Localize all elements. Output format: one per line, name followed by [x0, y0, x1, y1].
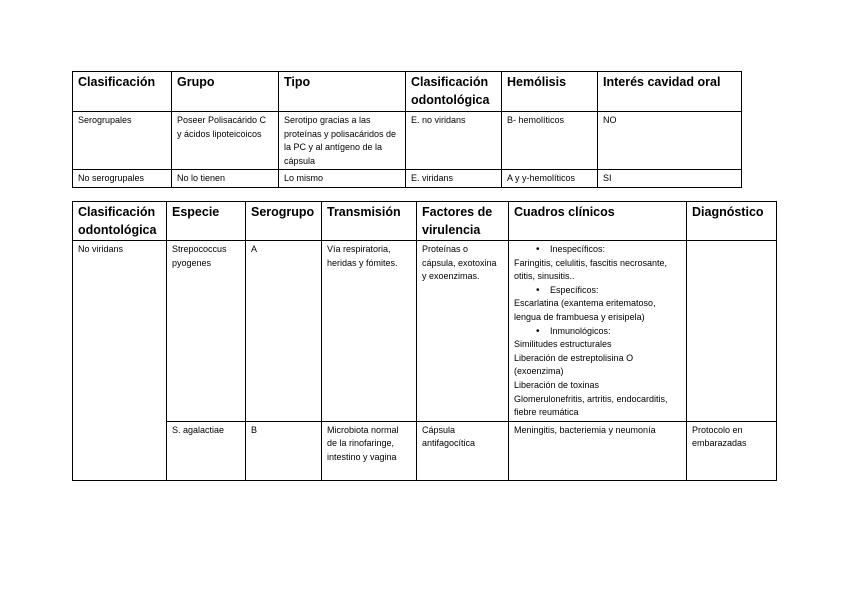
clinical-cell — [509, 241, 687, 422]
clinical-text: Faringitis, celulitis, fascitis necrosante, otitis, sinusitis.. — [514, 257, 668, 282]
bullet-heading: • Específicos: — [514, 284, 681, 298]
serogroup-cell: A — [246, 241, 322, 422]
classification-cell: No viridans — [73, 241, 167, 481]
table-cell: E. viridans — [406, 170, 502, 188]
header-cell: Interés cavidad oral — [598, 72, 742, 112]
transmission-cell: Vía respiratoria, heridas y fómites. — [322, 241, 417, 422]
species-cell: Strepococcus pyogenes — [167, 241, 246, 422]
bullet-heading: • Inespecíficos: — [514, 243, 681, 257]
table-row — [73, 170, 742, 188]
diagnosis-cell: Protocolo en embarazadas — [687, 421, 777, 480]
header-cell: Cuadros clínicos — [509, 202, 687, 241]
table-cell: Serotipo gracias a las proteínas y polisacáridos de la PC y al antígeno de la cápsula — [279, 112, 406, 170]
header-cell: Factores de virulencia — [417, 202, 509, 241]
clinical-cell: Meningitis, bacteriemia y neumonía — [509, 421, 687, 480]
clinical-text: Glomerulonefritis, artritis, endocarditis, fiebre reumática — [514, 393, 668, 418]
header-cell: Clasificación — [73, 72, 172, 112]
clinical-text: Similitudes estructurales — [514, 339, 612, 350]
table-cell: SI — [598, 170, 742, 188]
header-cell: Clasificación odontológica — [73, 202, 167, 241]
streptococcus-species-table — [72, 201, 777, 481]
header-cell: Especie — [167, 202, 246, 241]
table-cell: NO — [598, 112, 742, 170]
clinical-text: Liberación de toxinas — [514, 379, 600, 390]
table-cell: No serogrupales — [73, 170, 172, 188]
table-cell: Poseer Polisacárido C y ácidos lipoteicoicos — [172, 112, 279, 170]
table-header-row — [73, 202, 777, 241]
virulence-cell: Proteínas o cápsula, exotoxina y exoenzimas. — [417, 241, 509, 422]
table-cell: Lo mismo — [279, 170, 406, 188]
header-cell: Hemólisis — [502, 72, 598, 112]
table-row — [73, 241, 777, 422]
clinical-text: Escarlatina (exantema eritematoso, lengua de frambuesa y erisipela) — [514, 298, 656, 322]
table-header-row — [73, 72, 742, 112]
table-cell: A y y-hemolíticos — [502, 170, 598, 188]
header-cell: Diagnóstico — [687, 202, 777, 241]
header-cell: Tipo — [279, 72, 406, 112]
header-cell: Clasificación odontológica — [406, 72, 502, 112]
serogroup-classification-table — [72, 71, 742, 188]
table-row — [73, 112, 742, 170]
header-cell: Transmisión — [322, 202, 417, 241]
table-cell: Serogrupales — [73, 112, 172, 170]
clinical-text: Liberación de estreptolisina O (exoenzima) — [514, 352, 634, 377]
header-cell: Grupo — [172, 72, 279, 112]
species-cell: S. agalactiae — [167, 421, 246, 480]
table-cell: No lo tienen — [172, 170, 279, 188]
diagnosis-cell — [687, 241, 777, 422]
header-cell: Serogrupo — [246, 202, 322, 241]
bullet-heading: • Inmunológicos: — [514, 325, 681, 339]
serogroup-cell: B — [246, 421, 322, 480]
virulence-cell: Cápsula antifagocítica — [417, 421, 509, 480]
table-cell: E. no viridans — [406, 112, 502, 170]
transmission-cell: Microbiota normal de la rinofaringe, intestino y vagina — [322, 421, 417, 480]
table-row — [73, 421, 777, 480]
table-cell: B- hemolíticos — [502, 112, 598, 170]
